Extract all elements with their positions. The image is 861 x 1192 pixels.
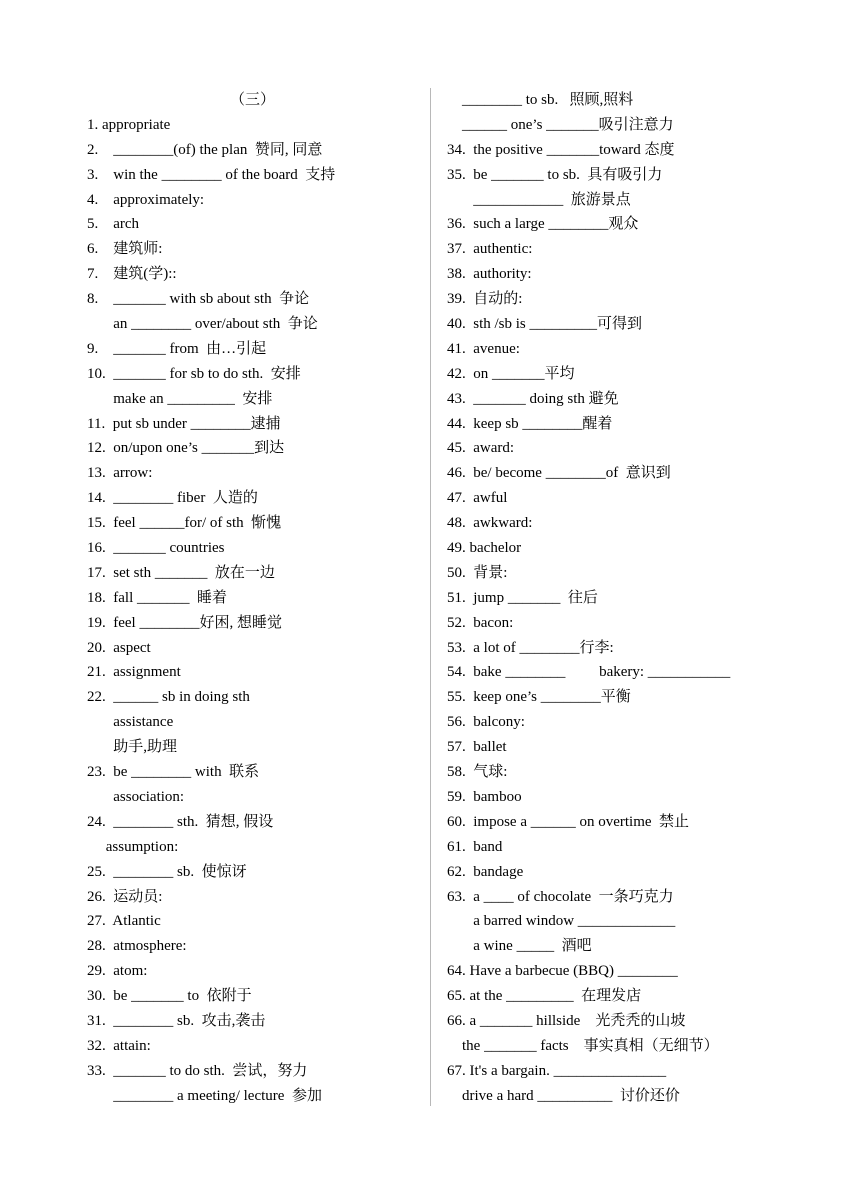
vocab-line: 56. balcony: <box>447 714 525 731</box>
vocab-line: 25. ________ sb. 使惊讶 <box>87 863 247 880</box>
column-divider <box>430 88 431 1106</box>
vocab-line: 47. awful <box>447 490 508 507</box>
vocab-line: 64. Have a barbecue (BBQ) ________ <box>447 963 678 980</box>
vocab-line: 46. be/ become ________of 意识到 <box>447 465 671 482</box>
vocab-line: 10. _______ for sb to do sth. 安排 <box>87 365 301 382</box>
vocab-line: 23. be ________ with 联系 <box>87 764 260 781</box>
vocab-line: assumption: <box>87 838 179 855</box>
vocab-line: 65. at the _________ 在理发店 <box>447 988 642 1005</box>
vocab-line: 61. band <box>447 838 503 855</box>
vocab-line: a wine _____ 酒吧 <box>447 938 592 955</box>
vocab-line: 35. be _______ to sb. 具有吸引力 <box>447 166 663 183</box>
vocab-line: the _______ facts 事实真相（无细节） <box>447 1037 719 1054</box>
vocab-line: assistance <box>87 714 174 731</box>
vocab-line: 57. ballet <box>447 739 507 756</box>
vocab-line: 37. authentic: <box>447 241 533 258</box>
vocab-line: make an _________ 安排 <box>87 390 273 407</box>
vocab-line: 31. ________ sb. 攻击,袭击 <box>87 1012 266 1029</box>
vocab-line: ______ one’s _______吸引注意力 <box>447 116 674 133</box>
vocab-line: 8. _______ with sb about sth 争论 <box>87 291 310 308</box>
vocab-line: 67. It's a bargain. _______________ <box>447 1062 667 1079</box>
vocab-line: 20. aspect <box>87 639 151 656</box>
vocab-line: 21. assignment <box>87 664 181 681</box>
vocab-line: 53. a lot of ________行李: <box>447 639 614 656</box>
vocab-line: 14. ________ fiber 人造的 <box>87 490 258 507</box>
vocab-line: 60. impose a ______ on overtime 禁止 <box>447 813 690 830</box>
vocab-line: 66. a _______ hillside 光秃秃的山坡 <box>447 1012 686 1029</box>
vocab-line: 42. on _______平均 <box>447 365 575 382</box>
vocab-line: 58. 气球: <box>447 764 508 781</box>
vocab-line: 24. ________ sth. 猜想, 假设 <box>87 813 274 830</box>
vocab-line: 13. arrow: <box>87 465 153 482</box>
vocab-line: 43. _______ doing sth 避免 <box>447 390 619 407</box>
vocab-line: 30. be _______ to 依附于 <box>87 988 252 1005</box>
vocab-line: 44. keep sb ________醒着 <box>447 415 613 432</box>
vocab-line: 18. fall _______ 睡着 <box>87 589 227 606</box>
vocab-line: 63. a ____ of chocolate 一条巧克力 <box>447 888 674 905</box>
vocab-line: 38. authority: <box>447 266 532 283</box>
vocab-line: ________ to sb. 照顾,照料 <box>447 92 634 108</box>
vocab-line: 29. atom: <box>87 963 148 980</box>
vocab-line: association: <box>87 788 185 805</box>
vocab-line: 34. the positive _______toward 态度 <box>447 141 675 158</box>
vocab-line: 48. awkward: <box>447 515 533 532</box>
vocab-line: 32. attain: <box>87 1037 151 1054</box>
vocab-line: 45. award: <box>447 440 515 457</box>
vocab-line: 4. approximately: <box>87 191 205 208</box>
vocab-line: 1. appropriate <box>87 116 171 133</box>
vocab-line: 26. 运动员: <box>87 888 163 905</box>
vocab-line: 36. such a large ________观众 <box>447 216 639 233</box>
vocab-line: 55. keep one’s ________平衡 <box>447 689 631 706</box>
vocab-line: 40. sth /sb is _________可得到 <box>447 316 643 333</box>
vocab-line: 5. arch <box>87 216 140 233</box>
vocab-line: 62. bandage <box>447 863 524 880</box>
vocab-line: 9. _______ from 由…引起 <box>87 340 267 357</box>
vocab-line: 33. _______ to do sth. 尝试，努力 <box>87 1062 308 1079</box>
vocab-line: 16. _______ countries <box>87 540 225 557</box>
vocab-line: 11. put sb under ________逮捕 <box>87 415 281 432</box>
right-column <box>447 88 847 1109</box>
left-column <box>87 88 417 1109</box>
vocab-line: 助手,助理 <box>87 739 178 756</box>
vocab-line: 12. on/upon one’s _______到达 <box>87 440 285 457</box>
vocab-line: 7. 建筑(学):: <box>87 266 177 283</box>
vocab-line: 52. bacon: <box>447 614 514 631</box>
vocab-line: 17. set sth _______ 放在一边 <box>87 564 275 581</box>
vocab-line: 41. avenue: <box>447 340 520 357</box>
vocab-line: 15. feel ______for/ of sth 惭愧 <box>87 515 282 532</box>
vocab-line: 3. win the ________ of the board 支持 <box>87 166 336 183</box>
vocab-line: a barred window _____________ <box>447 913 676 930</box>
vocab-line: 22. ______ sb in doing sth <box>87 689 250 706</box>
vocab-line: ____________ 旅游景点 <box>447 191 631 208</box>
vocab-line: 50. 背景: <box>447 564 508 581</box>
vocab-line: 19. feel ________好困, 想睡觉 <box>87 614 282 631</box>
vocab-line: ________ a meeting/ lecture 参加 <box>87 1087 322 1104</box>
vocab-line: 49. bachelor <box>447 540 522 557</box>
vocab-line: 51. jump _______ 往后 <box>447 589 598 606</box>
vocab-line: 27. Atlantic <box>87 913 161 930</box>
vocab-line: 59. bamboo <box>447 788 522 805</box>
vocab-line: 2. ________(of) the plan 赞同, 同意 <box>87 141 323 158</box>
vocab-line: 28. atmosphere: <box>87 938 187 955</box>
section-title: （三） <box>230 92 276 108</box>
vocab-line: 39. 自动的: <box>447 291 523 308</box>
vocab-line: 54. bake ________ bakery: ___________ <box>447 664 731 681</box>
vocab-line: an ________ over/about sth 争论 <box>87 316 318 333</box>
vocab-line: drive a hard __________ 讨价还价 <box>447 1087 680 1104</box>
vocab-line: 6. 建筑师: <box>87 241 163 258</box>
